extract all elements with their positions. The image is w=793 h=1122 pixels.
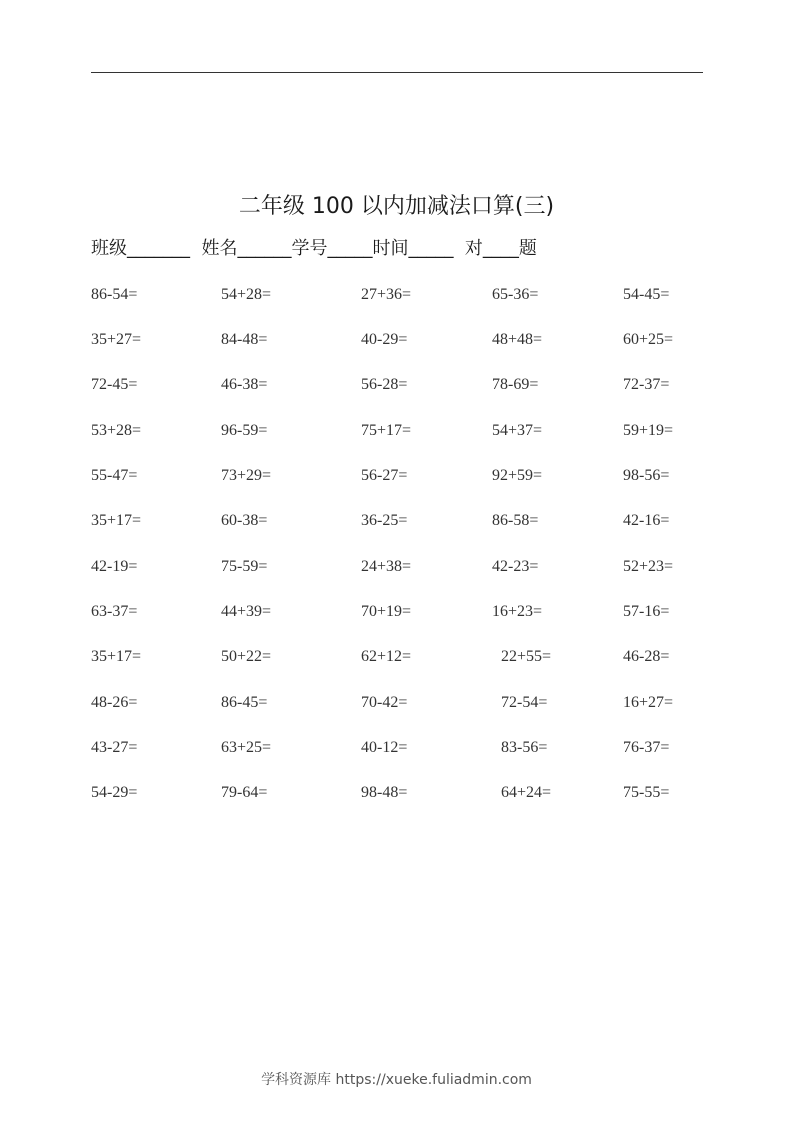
problem-r10-c2: 86-45=	[221, 694, 268, 711]
problem-r6-c4: 86-58=	[492, 512, 539, 529]
problem-r4-c3: 75+17=	[361, 422, 412, 439]
problem-r3-c5: 72-37=	[623, 376, 670, 393]
student-info-line: 班级_______ 姓名______学号_____时间_____ 对____题	[91, 238, 537, 259]
problem-r7-c3: 24+38=	[361, 558, 412, 575]
problem-r1-c1: 86-54=	[91, 286, 138, 303]
problem-r5-c3: 56-27=	[361, 467, 408, 484]
problem-r4-c4: 54+37=	[492, 422, 543, 439]
problem-r8-c5: 57-16=	[623, 603, 670, 620]
problem-r10-c5: 16+27=	[623, 694, 674, 711]
problem-r1-c4: 65-36=	[492, 286, 539, 303]
problem-r2-c1: 35+27=	[91, 331, 142, 348]
problem-r9-c4: 22+55=	[501, 648, 552, 665]
problem-r11-c1: 43-27=	[91, 739, 138, 756]
problem-r8-c4: 16+23=	[492, 603, 543, 620]
problem-r11-c3: 40-12=	[361, 739, 408, 756]
problem-r7-c4: 42-23=	[492, 558, 539, 575]
problem-r7-c2: 75-59=	[221, 558, 268, 575]
problem-r9-c1: 35+17=	[91, 648, 142, 665]
problem-r2-c2: 84-48=	[221, 331, 268, 348]
problem-r12-c5: 75-55=	[623, 784, 670, 801]
problem-r3-c4: 78-69=	[492, 376, 539, 393]
problem-r9-c5: 46-28=	[623, 648, 670, 665]
problem-r12-c3: 98-48=	[361, 784, 408, 801]
problem-r12-c2: 79-64=	[221, 784, 268, 801]
problem-r2-c5: 60+25=	[623, 331, 674, 348]
problem-r5-c2: 73+29=	[221, 467, 272, 484]
problem-r6-c1: 35+17=	[91, 512, 142, 529]
problem-r1-c3: 27+36=	[361, 286, 412, 303]
problem-r6-c3: 36-25=	[361, 512, 408, 529]
problem-r9-c3: 62+12=	[361, 648, 412, 665]
problem-r12-c1: 54-29=	[91, 784, 138, 801]
problem-r7-c5: 52+23=	[623, 558, 674, 575]
problem-r8-c3: 70+19=	[361, 603, 412, 620]
problem-r4-c5: 59+19=	[623, 422, 674, 439]
problem-r7-c1: 42-19=	[91, 558, 138, 575]
problem-r8-c1: 63-37=	[91, 603, 138, 620]
problem-r2-c4: 48+48=	[492, 331, 543, 348]
problem-r1-c5: 54-45=	[623, 286, 670, 303]
problem-r2-c3: 40-29=	[361, 331, 408, 348]
problem-r4-c1: 53+28=	[91, 422, 142, 439]
problem-r12-c4: 64+24=	[501, 784, 552, 801]
problem-r6-c5: 42-16=	[623, 512, 670, 529]
problem-r10-c4: 72-54=	[501, 694, 548, 711]
problem-r11-c4: 83-56=	[501, 739, 548, 756]
problem-r3-c3: 56-28=	[361, 376, 408, 393]
problem-r3-c2: 46-38=	[221, 376, 268, 393]
footer-source: 学科资源库 https://xueke.fuliadmin.com	[261, 1072, 532, 1088]
problem-r8-c2: 44+39=	[221, 603, 272, 620]
problem-r4-c2: 96-59=	[221, 422, 268, 439]
problem-r5-c5: 98-56=	[623, 467, 670, 484]
problem-r3-c1: 72-45=	[91, 376, 138, 393]
page-title: 二年级 100 以内加减法口算(三)	[238, 194, 555, 219]
problem-r11-c2: 63+25=	[221, 739, 272, 756]
problem-r10-c3: 70-42=	[361, 694, 408, 711]
problem-r11-c5: 76-37=	[623, 739, 670, 756]
problem-r9-c2: 50+22=	[221, 648, 272, 665]
problem-r1-c2: 54+28=	[221, 286, 272, 303]
problem-r5-c1: 55-47=	[91, 467, 138, 484]
problem-r10-c1: 48-26=	[91, 694, 138, 711]
problem-r5-c4: 92+59=	[492, 467, 543, 484]
problem-r6-c2: 60-38=	[221, 512, 268, 529]
